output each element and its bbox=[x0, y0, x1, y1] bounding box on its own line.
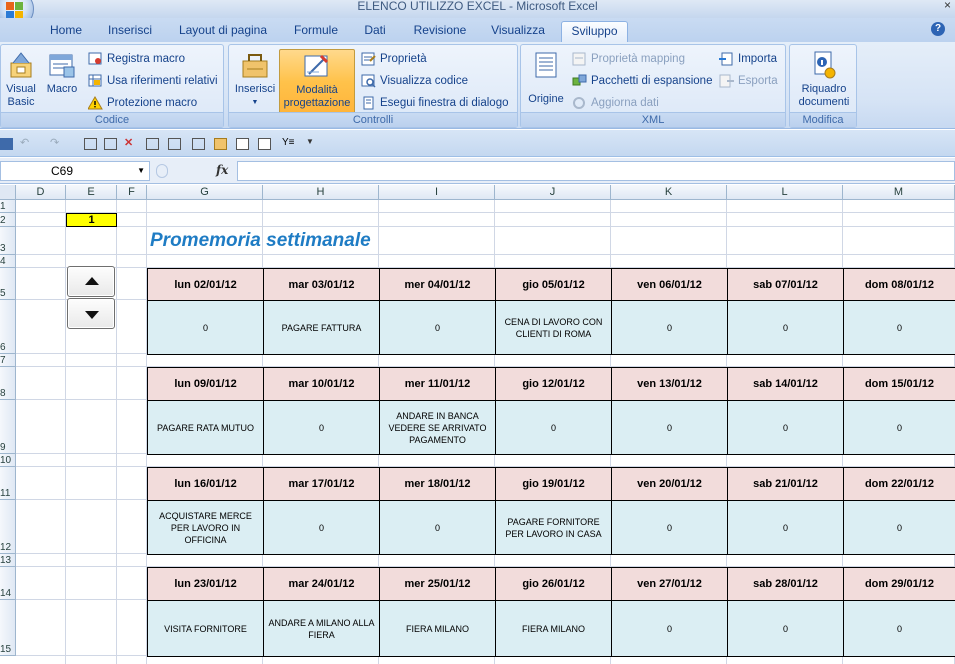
pacchetti-label: Pacchetti di espansione bbox=[591, 75, 713, 87]
row-number: 15 bbox=[0, 644, 12, 655]
tab-dati[interactable]: Dati bbox=[364, 23, 386, 37]
row-number: 8 bbox=[0, 388, 6, 399]
day-note-cell[interactable]: 0 bbox=[147, 300, 264, 355]
print-preview-icon[interactable] bbox=[258, 138, 271, 150]
day-note-cell[interactable]: 0 bbox=[727, 600, 844, 657]
esegui-finestra-label: Esegui finestra di dialogo bbox=[380, 97, 509, 109]
visual-basic-button[interactable] bbox=[3, 49, 39, 109]
row-number: 6 bbox=[0, 342, 6, 353]
row-header-6[interactable] bbox=[0, 300, 16, 354]
row-number: 4 bbox=[0, 256, 6, 267]
day-note-cell[interactable]: 0 bbox=[611, 400, 728, 455]
properties-icon bbox=[361, 52, 376, 66]
undo-icon[interactable]: ↶ bbox=[20, 137, 30, 149]
day-note-cell[interactable]: 0 bbox=[843, 600, 955, 657]
day-note-cell[interactable]: 0 bbox=[263, 400, 380, 455]
riquadro-documenti-button[interactable] bbox=[792, 49, 856, 109]
help-icon[interactable]: ? bbox=[931, 22, 945, 36]
quick-access-toolbar bbox=[0, 130, 955, 157]
day-note-cell[interactable]: 0 bbox=[611, 500, 728, 555]
day-note-cell[interactable]: 0 bbox=[727, 500, 844, 555]
row-number: 13 bbox=[0, 555, 12, 566]
formula-bar-buttons bbox=[152, 163, 236, 179]
usa-riferimenti-button[interactable] bbox=[87, 72, 218, 90]
day-note-cell[interactable]: 0 bbox=[611, 600, 728, 657]
day-note-cell[interactable]: 0 bbox=[843, 500, 955, 555]
expansion-packs-icon bbox=[572, 74, 587, 88]
group-codice-label: Codice bbox=[1, 112, 223, 127]
group-icon[interactable] bbox=[192, 138, 205, 150]
day-note-cell[interactable]: 0 bbox=[843, 300, 955, 355]
tab-revisione[interactable]: Revisione bbox=[413, 23, 467, 37]
row-header-9[interactable] bbox=[0, 400, 16, 454]
row-number: 1 bbox=[0, 201, 6, 212]
row-number: 2 bbox=[0, 215, 6, 226]
day-note-cell[interactable]: 0 bbox=[263, 500, 380, 555]
day-header-cell[interactable]: mar 03/01/12 bbox=[263, 268, 380, 301]
row-header-13[interactable] bbox=[0, 554, 16, 567]
column-header-m[interactable]: M bbox=[843, 185, 955, 200]
arrow-up-icon bbox=[85, 277, 99, 285]
name-box-value: C69 bbox=[51, 164, 74, 178]
insert-row-icon[interactable] bbox=[104, 138, 117, 150]
name-box[interactable] bbox=[0, 161, 150, 181]
day-note-cell[interactable]: FIERA MILANO bbox=[379, 600, 496, 657]
day-header-cell[interactable]: sab 07/01/12 bbox=[727, 268, 844, 301]
day-header-cell[interactable]: lun 16/01/12 bbox=[147, 467, 264, 501]
row-header-15[interactable] bbox=[0, 600, 16, 656]
macro-button[interactable] bbox=[43, 49, 81, 96]
row-number: 14 bbox=[0, 588, 12, 599]
column-header-g[interactable]: G bbox=[147, 185, 263, 200]
row-header-3[interactable] bbox=[0, 227, 16, 255]
day-note-cell[interactable]: PAGARE RATA MUTUO bbox=[147, 400, 264, 455]
macro-icon bbox=[46, 49, 78, 81]
day-note-cell[interactable]: PAGARE FORNITORE PER LAVORO IN CASA bbox=[495, 500, 612, 555]
day-header-cell[interactable]: sab 28/01/12 bbox=[727, 567, 844, 601]
day-header-cell[interactable]: gio 26/01/12 bbox=[495, 567, 612, 601]
new-document-icon[interactable] bbox=[236, 138, 249, 150]
export-icon bbox=[719, 74, 734, 88]
tab-formule[interactable]: Formule bbox=[293, 23, 338, 37]
row-number: 7 bbox=[0, 355, 6, 366]
day-note-cell[interactable]: CENA DI LAVORO CON CLIENTI DI ROMA bbox=[495, 300, 612, 355]
registra-macro-button[interactable] bbox=[87, 50, 185, 68]
close-icon[interactable]: × bbox=[943, 0, 951, 12]
macro-label: Macro bbox=[46, 83, 78, 95]
importa-label: Importa bbox=[738, 53, 777, 65]
day-header-cell[interactable]: mer 18/01/12 bbox=[379, 467, 496, 501]
day-note-cell[interactable]: ACQUISTARE MERCE PER LAVORO IN OFFICINA bbox=[147, 500, 264, 555]
day-header-cell[interactable]: mar 24/01/12 bbox=[263, 567, 380, 601]
group-xml-label: XML bbox=[521, 112, 785, 127]
counter-cell[interactable]: 1 bbox=[66, 213, 117, 227]
column-header-l[interactable]: L bbox=[727, 185, 843, 200]
day-header-cell[interactable]: mar 17/01/12 bbox=[263, 467, 380, 501]
day-note-cell[interactable]: VISITA FORNITORE bbox=[147, 600, 264, 657]
day-note-cell[interactable]: 0 bbox=[379, 500, 496, 555]
day-header-cell[interactable]: lun 02/01/12 bbox=[147, 268, 264, 301]
group-xml bbox=[520, 44, 786, 128]
sheet-title: Promemoria settimanale bbox=[150, 230, 371, 251]
row-header-4[interactable] bbox=[0, 255, 16, 268]
column-header-j[interactable]: J bbox=[495, 185, 611, 200]
run-dialog-icon bbox=[361, 96, 376, 110]
origine-button[interactable] bbox=[525, 49, 567, 106]
day-header-cell[interactable]: gio 19/01/12 bbox=[495, 467, 612, 501]
record-macro-icon bbox=[88, 52, 103, 66]
toolbox-icon bbox=[239, 49, 271, 81]
day-note-cell[interactable]: 0 bbox=[379, 300, 496, 355]
day-note-cell[interactable]: PAGARE FATTURA bbox=[263, 300, 380, 355]
tab-inserisci[interactable]: Inserisci bbox=[107, 23, 152, 37]
column-gridline bbox=[65, 200, 66, 664]
protezione-macro-label: Protezione macro bbox=[107, 97, 198, 109]
row-number: 12 bbox=[0, 542, 12, 553]
day-note-cell[interactable]: 0 bbox=[843, 400, 955, 455]
day-header-cell[interactable]: dom 29/01/12 bbox=[843, 567, 955, 601]
sort-icon[interactable]: Y≡ bbox=[282, 137, 295, 148]
refresh-data-icon bbox=[572, 96, 587, 110]
row-header-5[interactable] bbox=[0, 268, 16, 300]
tab-home[interactable]: Home bbox=[49, 23, 82, 37]
day-header-cell[interactable]: ven 20/01/12 bbox=[611, 467, 728, 501]
day-header-cell[interactable]: lun 23/01/12 bbox=[147, 567, 264, 601]
spin-up-button[interactable] bbox=[67, 266, 115, 297]
usa-riferimenti-label: Usa riferimenti relativi bbox=[107, 75, 218, 87]
day-note-cell[interactable]: 0 bbox=[727, 400, 844, 455]
day-header-cell[interactable]: gio 12/01/12 bbox=[495, 367, 612, 401]
day-header-cell[interactable]: lun 09/01/12 bbox=[147, 367, 264, 401]
title-bar bbox=[0, 0, 955, 18]
modalita-progettazione-button[interactable] bbox=[279, 49, 355, 115]
indent-icon[interactable] bbox=[146, 138, 159, 150]
resize-grip-icon[interactable] bbox=[156, 164, 168, 178]
modalita-progettazione-label: Modalità progettazione bbox=[283, 84, 351, 109]
design-mode-icon bbox=[301, 50, 333, 82]
day-header-cell[interactable]: ven 27/01/12 bbox=[611, 567, 728, 601]
day-header-cell[interactable]: ven 06/01/12 bbox=[611, 268, 728, 301]
row-header-14[interactable] bbox=[0, 567, 16, 600]
day-note-cell[interactable]: ANDARE IN BANCA VEDERE SE ARRIVATO PAGAMENTO bbox=[379, 400, 496, 455]
tab-sviluppo[interactable]: Sviluppo bbox=[561, 21, 628, 42]
row-gridline bbox=[16, 254, 955, 255]
row-header-12[interactable] bbox=[0, 500, 16, 554]
fx-icon[interactable]: fx bbox=[216, 163, 229, 177]
column-gridline bbox=[116, 200, 117, 664]
tree-icon[interactable] bbox=[84, 138, 97, 150]
redo-icon[interactable]: ↷ bbox=[50, 137, 60, 149]
column-header-k[interactable]: K bbox=[611, 185, 727, 200]
esporta-button[interactable] bbox=[718, 72, 778, 90]
row-gridline bbox=[16, 226, 955, 227]
origine-label: Origine bbox=[528, 93, 564, 105]
spin-down-button[interactable] bbox=[67, 298, 115, 329]
select-all-corner[interactable] bbox=[0, 185, 16, 200]
riquadro-documenti-label: Riquadro documenti bbox=[798, 83, 850, 108]
row-header-8[interactable] bbox=[0, 367, 16, 400]
warning-icon bbox=[88, 96, 103, 110]
map-properties-icon bbox=[572, 52, 587, 66]
window-title: ELENCO UTILIZZO EXCEL - Microsoft Excel bbox=[357, 0, 598, 13]
row-number: 3 bbox=[0, 243, 6, 254]
day-note-cell[interactable]: 0 bbox=[611, 300, 728, 355]
ribbon bbox=[0, 42, 955, 129]
row-number: 9 bbox=[0, 442, 6, 453]
group-controlli-label: Controlli bbox=[229, 112, 517, 127]
day-header-cell[interactable]: ven 13/01/12 bbox=[611, 367, 728, 401]
arrow-down-icon bbox=[85, 311, 99, 319]
column-header-d[interactable]: D bbox=[16, 185, 66, 200]
row-header-1[interactable] bbox=[0, 200, 16, 213]
formula-input[interactable] bbox=[237, 161, 955, 181]
protezione-macro-button[interactable] bbox=[87, 94, 197, 112]
xml-source-icon bbox=[530, 49, 562, 81]
proprieta-mapping-button[interactable] bbox=[571, 50, 685, 68]
aggiorna-dati-label: Aggiorna dati bbox=[591, 97, 659, 109]
column-header-i[interactable]: I bbox=[379, 185, 495, 200]
aggiorna-dati-button[interactable] bbox=[571, 94, 659, 112]
save-icon[interactable] bbox=[0, 138, 13, 150]
ribbon-tabs bbox=[0, 18, 955, 42]
registra-macro-label: Registra macro bbox=[107, 53, 185, 65]
customize-toolbar-icon[interactable]: ▼ bbox=[306, 137, 314, 146]
import-icon bbox=[719, 52, 734, 66]
day-header-cell[interactable]: sab 21/01/12 bbox=[727, 467, 844, 501]
day-note-cell[interactable]: 0 bbox=[727, 300, 844, 355]
day-header-cell[interactable]: dom 15/01/12 bbox=[843, 367, 955, 401]
day-header-cell[interactable]: mer 11/01/12 bbox=[379, 367, 496, 401]
proprieta-button[interactable] bbox=[360, 50, 427, 68]
formula-bar bbox=[0, 158, 955, 184]
column-header-f[interactable]: F bbox=[117, 185, 147, 200]
tab-layout[interactable]: Layout di pagina bbox=[178, 23, 268, 37]
relative-references-icon bbox=[88, 74, 103, 88]
group-codice bbox=[0, 44, 224, 128]
inserisci-controlli-button[interactable] bbox=[232, 49, 278, 109]
visual-basic-label: Visual Basic bbox=[6, 83, 36, 108]
visual-basic-icon bbox=[5, 49, 37, 81]
esporta-label: Esporta bbox=[738, 75, 778, 87]
day-header-cell[interactable]: mer 04/01/12 bbox=[379, 268, 496, 301]
day-header-cell[interactable]: mer 25/01/12 bbox=[379, 567, 496, 601]
day-note-cell[interactable]: ANDARE A MILANO ALLA FIERA bbox=[263, 600, 380, 657]
chevron-down-icon: ▼ bbox=[251, 99, 259, 106]
day-header-cell[interactable]: dom 08/01/12 bbox=[843, 268, 955, 301]
group-controlli bbox=[228, 44, 518, 128]
column-header-h[interactable]: H bbox=[263, 185, 379, 200]
inserisci-controlli-label: Inserisci bbox=[234, 83, 276, 95]
visualizza-codice-label: Visualizza codice bbox=[380, 75, 469, 87]
day-note-cell[interactable]: 0 bbox=[495, 400, 612, 455]
esegui-finestra-button[interactable] bbox=[360, 94, 509, 112]
group-modifica-label: Modifica bbox=[790, 112, 856, 127]
view-code-icon bbox=[361, 74, 376, 88]
day-header-cell[interactable]: gio 05/01/12 bbox=[495, 268, 612, 301]
day-note-cell[interactable]: FIERA MILANO bbox=[495, 600, 612, 657]
group-modifica bbox=[789, 44, 857, 128]
proprieta-mapping-label: Proprietà mapping bbox=[591, 53, 685, 65]
pacchetti-button[interactable] bbox=[571, 72, 712, 90]
day-header-cell[interactable]: sab 14/01/12 bbox=[727, 367, 844, 401]
day-header-cell[interactable]: mar 10/01/12 bbox=[263, 367, 380, 401]
delete-icon[interactable]: ✕ bbox=[124, 137, 134, 149]
row-header-2[interactable] bbox=[0, 213, 16, 227]
visualizza-codice-button[interactable] bbox=[360, 72, 468, 90]
row-header-11[interactable] bbox=[0, 467, 16, 500]
open-folder-icon[interactable] bbox=[214, 138, 227, 150]
tab-visualizza[interactable]: Visualizza bbox=[491, 23, 545, 37]
day-header-cell[interactable]: dom 22/01/12 bbox=[843, 467, 955, 501]
document-panel-icon bbox=[808, 49, 840, 81]
row-number: 10 bbox=[0, 455, 12, 466]
proprieta-label: Proprietà bbox=[380, 53, 427, 65]
row-gridline bbox=[16, 212, 955, 213]
row-header-7[interactable] bbox=[0, 354, 16, 367]
importa-button[interactable] bbox=[718, 50, 777, 68]
column-header-e[interactable]: E bbox=[66, 185, 117, 200]
outdent-icon[interactable] bbox=[168, 138, 181, 150]
chevron-down-icon[interactable]: ▼ bbox=[137, 166, 145, 175]
row-number: 11 bbox=[0, 488, 11, 499]
row-header-10[interactable] bbox=[0, 454, 16, 467]
row-number: 5 bbox=[0, 288, 6, 299]
